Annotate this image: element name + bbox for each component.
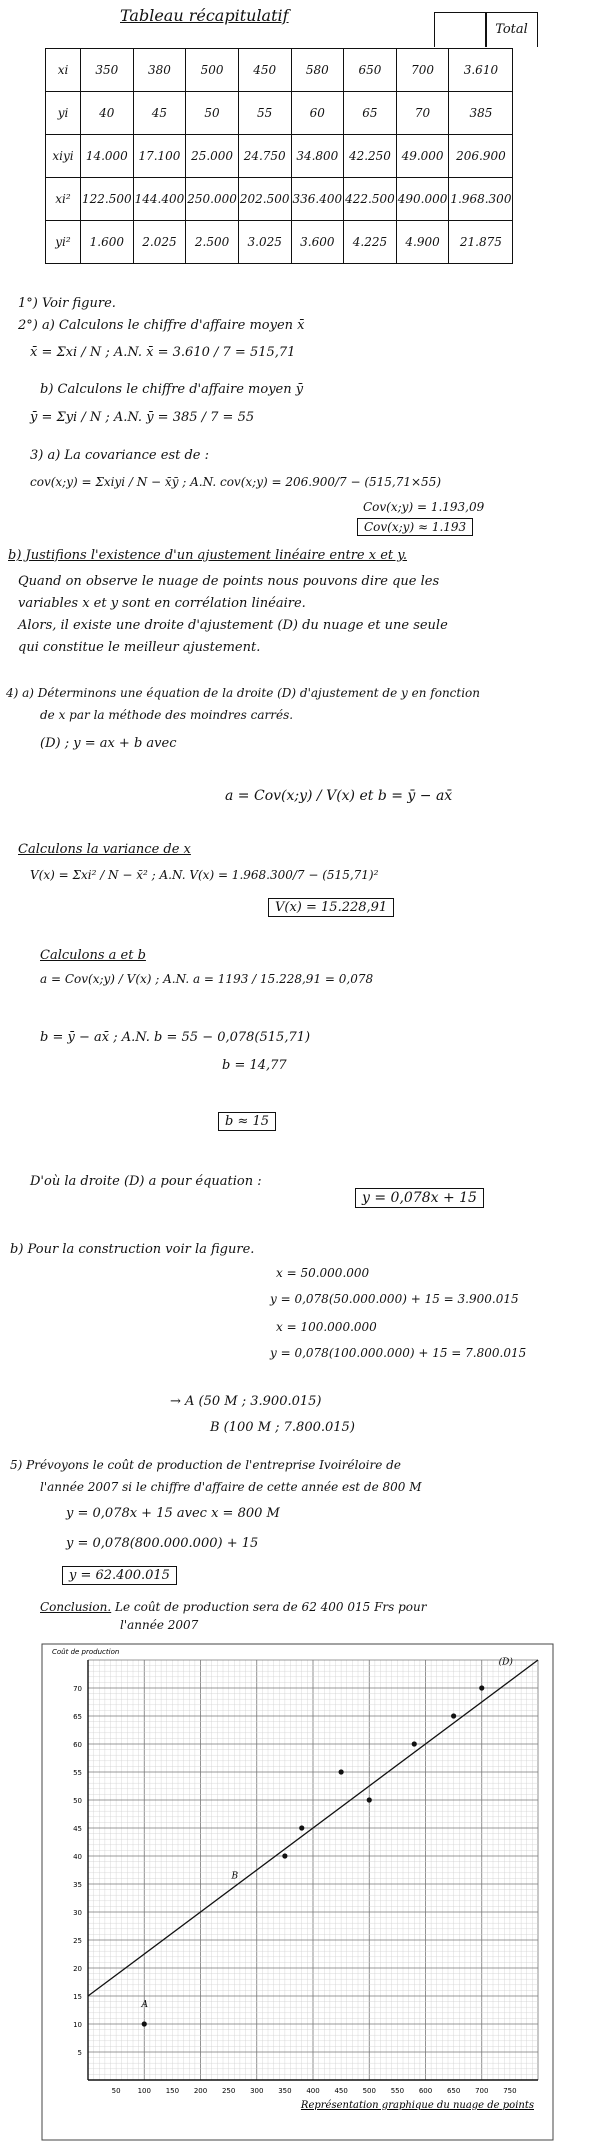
a-b-formulas: a = Cov(x;y) / V(x) et b = ȳ − ax̄ [225, 788, 453, 804]
y-tick-label: 5 [77, 2049, 82, 2057]
table-total-header: Total [485, 12, 538, 47]
table-cell: 34.800 [291, 135, 344, 178]
x-tick-label: 750 [503, 2087, 517, 2095]
total-cell: 385 [449, 92, 513, 135]
table-cell: 42.250 [344, 135, 397, 178]
point-a-label: A [141, 2000, 148, 2011]
table-cell: 60 [291, 92, 344, 135]
q4a-line: 4) a) Déterminons une équation de la droite (D) d'ajustement de y en fonction [6, 686, 480, 700]
table-cell: 380 [133, 49, 186, 92]
table-cell: 1.600 [81, 221, 134, 264]
x-tick-label: 650 [446, 2087, 461, 2095]
point-a-text: A (50 M ; 3.900.015) [185, 1394, 322, 1409]
table-cell: 25.000 [186, 135, 239, 178]
total-cell: 1.968.300 [449, 178, 513, 221]
covariance-result-box: Cov(x;y) ≈ 1.193 [357, 518, 473, 536]
table-row [46, 135, 513, 178]
regression-line-label: (D) [498, 1657, 513, 1668]
x-tick-label: 550 [390, 2087, 405, 2095]
x-tick-label: 500 [362, 2087, 376, 2095]
row-label: xiyi [46, 135, 81, 178]
row-label: xi [46, 49, 81, 92]
table-cell: 144.400 [133, 178, 186, 221]
equation-intro: D'où la droite (D) a pour équation : [30, 1174, 262, 1189]
table-cell: 4.900 [396, 221, 449, 264]
y-tick-label: 15 [73, 1993, 82, 2001]
x-tick-label: 250 [221, 2087, 236, 2095]
x-tick-label: 100 [137, 2087, 151, 2095]
q1-line: 1°) Voir figure. [18, 296, 116, 311]
justif-line-2: variables x et y sont en corrélation linéaire. [18, 596, 306, 611]
mean-x-formula: x̄ = Σxi / N ; A.N. x̄ = 3.610 / 7 = 515,71 [30, 345, 296, 360]
data-point [479, 1685, 484, 1690]
q5-line: 5) Prévoyons le coût de production de l'entreprise Ivoiréloire de [10, 1458, 401, 1472]
table-cell: 202.500 [238, 178, 291, 221]
variance-heading: Calculons la variance de x [18, 842, 191, 857]
mean-y-formula: ȳ = Σyi / N ; A.N. ȳ = 385 / 7 = 55 [30, 410, 255, 425]
variance-result-box: V(x) = 15.228,91 [268, 898, 394, 917]
data-point [339, 1769, 344, 1774]
table-cell: 650 [344, 49, 397, 92]
table-cell: 580 [291, 49, 344, 92]
point-b-coords: B (100 M ; 7.800.015) [210, 1420, 355, 1435]
row-label: yi [46, 92, 81, 135]
line-d-def: (D) ; y = ax + b avec [40, 736, 177, 751]
conclusion-text: Le coût de production sera de 62 400 015 Frs pour [111, 1600, 427, 1614]
table-cell: 24.750 [238, 135, 291, 178]
table-cell: 700 [396, 49, 449, 92]
x-tick-label: 300 [250, 2087, 264, 2095]
q3b-line: b) Justifions l'existence d'un ajustement linéaire entre x et y. [8, 548, 408, 563]
x-tick-label: 450 [334, 2087, 348, 2095]
point-a-coords: → A (50 M ; 3.900.015) [170, 1394, 322, 1409]
y-tick-label: 30 [73, 1909, 82, 1917]
y-tick-label: 45 [73, 1825, 82, 1833]
y-tick-label: 60 [73, 1741, 82, 1749]
total-cell: 21.875 [449, 221, 513, 264]
data-point [367, 1797, 372, 1802]
q5-line-2: l'année 2007 si le chiffre d'affaire de cette année est de 800 M [40, 1480, 422, 1494]
table-cell: 4.225 [344, 221, 397, 264]
variance-formula: V(x) = Σxi² / N − x̄² ; A.N. V(x) = 1.968.300/7 − (515,71)² [30, 868, 379, 882]
conclusion-line-2: l'année 2007 [120, 1618, 199, 1632]
chart-caption: Représentation graphique du nuage de points [300, 2100, 534, 2111]
table-header-spacer [434, 12, 487, 47]
prediction-formula: y = 0,078x + 15 avec x = 800 M [66, 1506, 280, 1521]
y-tick-label: 65 [73, 1713, 82, 1721]
prediction-result-box: y = 62.400.015 [62, 1566, 177, 1585]
q4b-line: b) Pour la construction voir la figure. [10, 1242, 255, 1257]
graph-frame [42, 1644, 553, 2140]
xb-value: x = 100.000.000 [276, 1320, 377, 1334]
justif-line-3: Alors, il existe une droite d'ajustement (D) du nuage et une seule [18, 618, 448, 633]
a-calc: a = Cov(x;y) / V(x) ; A.N. a = 1193 / 15.228,91 = 0,078 [40, 972, 374, 986]
table-title: Tableau récapitulatif [120, 6, 289, 25]
recap-table [45, 48, 513, 264]
equation-box: y = 0,078x + 15 [355, 1188, 484, 1208]
conclusion-label: Conclusion. [40, 1600, 112, 1614]
table-cell: 3.600 [291, 221, 344, 264]
table-row [46, 221, 513, 264]
x-tick-label: 200 [193, 2087, 208, 2095]
table-cell: 422.500 [344, 178, 397, 221]
table-cell: 450 [238, 49, 291, 92]
y-tick-label: 20 [73, 1965, 82, 1973]
covariance-value: Cov(x;y) = 1.193,09 [363, 500, 485, 514]
table-row [46, 49, 513, 92]
covariance-formula: cov(x;y) = Σxiyi / N − x̄ȳ ; A.N. cov(x;y) = 206.900/7 − (515,71×55) [30, 475, 442, 489]
xa-value: x = 50.000.000 [276, 1266, 370, 1280]
q2a-line: 2°) a) Calculons le chiffre d'affaire moyen x̄ [18, 318, 305, 333]
table-row [46, 92, 513, 135]
y-tick-label: 70 [73, 1685, 82, 1693]
data-point [282, 1853, 287, 1858]
table-cell: 2.025 [133, 221, 186, 264]
data-point [451, 1713, 456, 1718]
b-calc: b = ȳ − ax̄ ; A.N. b = 55 − 0,078(515,71) [40, 1030, 311, 1045]
table-cell: 70 [396, 92, 449, 135]
table-cell: 50 [186, 92, 239, 135]
table-cell: 250.000 [186, 178, 239, 221]
total-cell: 206.900 [449, 135, 513, 178]
table-cell: 350 [81, 49, 134, 92]
y-tick-label: 55 [73, 1769, 82, 1777]
prediction-calc: y = 0,078(800.000.000) + 15 [66, 1536, 259, 1551]
ya-calc: y = 0,078(50.000.000) + 15 = 3.900.015 [270, 1292, 519, 1306]
x-tick-label: 700 [475, 2087, 489, 2095]
table-cell: 14.000 [81, 135, 134, 178]
row-label: xi² [46, 178, 81, 221]
table-cell: 2.500 [186, 221, 239, 264]
table-row [46, 178, 513, 221]
q4a-line-2: de x par la méthode des moindres carrés. [40, 708, 294, 722]
yb-calc: y = 0,078(100.000.000) + 15 = 7.800.015 [270, 1346, 527, 1360]
x-tick-label: 150 [165, 2087, 180, 2095]
x-tick-label: 400 [306, 2087, 320, 2095]
table-cell: 40 [81, 92, 134, 135]
justif-line-4: qui constitue le meilleur ajustement. [18, 640, 261, 655]
table-cell: 65 [344, 92, 397, 135]
x-tick-label: 350 [278, 2087, 292, 2095]
x-tick-label: 50 [111, 2087, 121, 2095]
b-rounded-box: b ≈ 15 [218, 1112, 276, 1131]
y-tick-label: 50 [73, 1797, 82, 1805]
b-value: b = 14,77 [222, 1058, 287, 1073]
data-point [412, 1741, 417, 1746]
data-point [299, 1825, 304, 1830]
x-tick-label: 600 [418, 2087, 433, 2095]
data-point [142, 2021, 147, 2026]
point-b-label: B [231, 1871, 239, 1882]
table-cell: 500 [186, 49, 239, 92]
table-cell: 122.500 [81, 178, 134, 221]
y-axis-label: Coût de production [52, 1648, 120, 1656]
scatter-chart [40, 1642, 555, 2142]
y-tick-label: 35 [73, 1881, 82, 1889]
total-cell: 3.610 [449, 49, 513, 92]
q2b-line: b) Calculons le chiffre d'affaire moyen ȳ [40, 382, 304, 397]
row-label: yi² [46, 221, 81, 264]
y-tick-label: 40 [73, 1853, 82, 1861]
table-cell: 17.100 [133, 135, 186, 178]
table-cell: 3.025 [238, 221, 291, 264]
ab-heading: Calculons a et b [40, 948, 146, 963]
table-cell: 49.000 [396, 135, 449, 178]
q3a-line: 3) a) La covariance est de : [30, 448, 209, 463]
table-cell: 45 [133, 92, 186, 135]
y-tick-label: 10 [73, 2021, 82, 2029]
justif-line-1: Quand on observe le nuage de points nous pouvons dire que les [18, 574, 440, 589]
conclusion-line [40, 1600, 427, 1614]
table-cell: 55 [238, 92, 291, 135]
table-cell: 336.400 [291, 178, 344, 221]
table-cell: 490.000 [396, 178, 449, 221]
y-tick-label: 25 [73, 1937, 82, 1945]
